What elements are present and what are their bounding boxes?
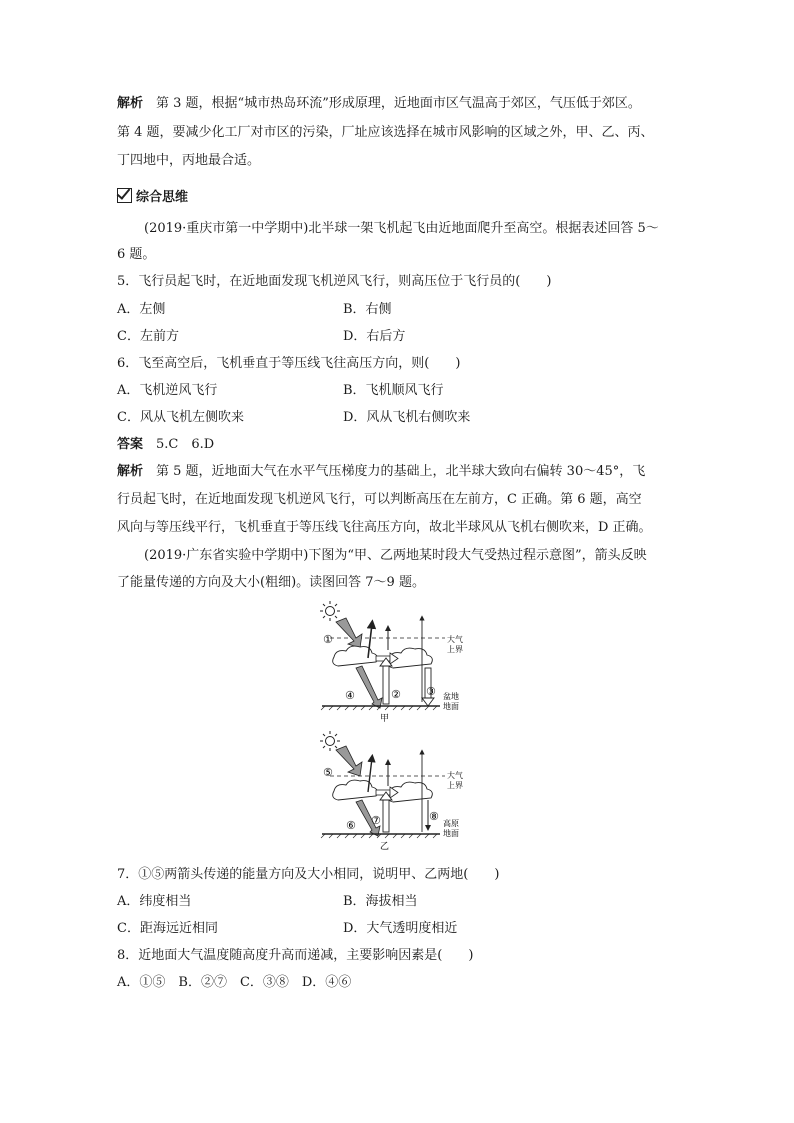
atmosphere-heating-diagram <box>0 598 794 858</box>
label-6: ⑥ <box>346 819 356 832</box>
q5-option-c: C．左前方 <box>117 329 179 344</box>
q7-option-a: A．纬度相当 <box>117 894 192 909</box>
atm-label-2: 上界 <box>447 645 463 654</box>
label-4: ④ <box>345 689 355 702</box>
label-3: ③ <box>426 685 436 698</box>
q7-option-d: D．大气透明度相近 <box>343 921 458 936</box>
ground-label-1: 高原 <box>443 819 459 828</box>
intro2-line-2: 了能量传递的方向及大小(粗细)。读图回答 7～9 题。 <box>117 575 425 590</box>
sun-icon <box>320 601 340 621</box>
label-1: ① <box>323 633 333 646</box>
q6-option-b: B．飞机顺风飞行 <box>343 383 444 398</box>
q5-option-a: A．左侧 <box>117 302 166 317</box>
atm-label-1: 大气 <box>447 635 463 644</box>
analysis-line-3: 丁四地中，丙地最合适。 <box>117 153 261 168</box>
caption-jia: 甲 <box>380 714 390 724</box>
q6-option-a: A．飞机逆风飞行 <box>117 383 218 398</box>
label-2: ② <box>391 688 401 701</box>
label-7: ⑦ <box>371 814 381 827</box>
question-5-stem: 5．飞行员起飞时，在近地面发现飞机逆风飞行，则高压位于飞行员的( ) <box>117 274 552 289</box>
question-6-stem: 6．飞至高空后，飞机垂直于等压线飞往高压方向，则( ) <box>117 356 461 371</box>
answer-label: 答案 <box>117 437 144 452</box>
section-title: 综合思维 <box>136 190 189 205</box>
intro2-line-1: (2019·广东省实验中学期中)下图为“甲、乙两地某时段大气受热过程示意图”，箭头反映 <box>144 548 647 563</box>
diagram-top-panel <box>320 601 463 724</box>
section-header <box>117 186 188 205</box>
analysis2-text: 第 5 题，近地面大气在水平气压梯度力的基础上，北半球大致向右偏转 30～45°，飞 <box>143 464 646 479</box>
checkbox-icon <box>117 188 132 203</box>
q5-option-b: B．右侧 <box>343 302 392 317</box>
analysis-label: 解析 <box>117 96 144 111</box>
q8-options: A．①⑤ B．②⑦ C．③⑧ D．④⑥ <box>117 975 352 990</box>
label-8: ⑧ <box>429 810 439 823</box>
intro-line-2: 6 题。 <box>117 247 156 262</box>
atm-label-1: 大气 <box>447 771 463 780</box>
question-7-stem: 7．①⑤两箭头传递的能量方向及大小相同，说明甲、乙两地( ) <box>117 867 500 882</box>
analysis2-line-3: 风向与等压线平行，飞机垂直于等压线飞往高压方向，故北半球风从飞机右侧吹来，D 正确。 <box>117 520 652 535</box>
analysis2-line-1 <box>117 462 645 482</box>
analysis-line-1 <box>117 94 641 114</box>
question-8-stem: 8．近地面大气温度随高度升高而递减，主要影响因素是( ) <box>117 948 474 963</box>
q6-option-c: C．风从飞机左侧吹来 <box>117 410 244 425</box>
caption-yi: 乙 <box>380 842 390 852</box>
analysis-line-2: 第 4 题，要减少化工厂对市区的污染，厂址应该选择在城市风影响的区域之外，甲、乙、丙、 <box>117 125 654 140</box>
q5-option-d: D．右后方 <box>343 329 406 344</box>
ground-label-2: 地面 <box>443 829 459 838</box>
q7-option-b: B．海拔相当 <box>343 894 418 909</box>
analysis-text: 第 3 题，根据“城市热岛环流”形成原理，近地面市区气温高于郊区，气压低于郊区。 <box>143 96 641 111</box>
intro-line-1: (2019·重庆市第一中学期中)北半球一架飞机起飞由近地面爬升至高空。根据表述回答 5～ <box>144 221 659 236</box>
answer-text: 5.C 6.D <box>143 437 215 452</box>
analysis2-label: 解析 <box>117 464 144 479</box>
diagram-bottom-panel <box>320 731 463 852</box>
q6-option-d: D．风从飞机右侧吹来 <box>343 410 471 425</box>
ground-label-1: 盆地 <box>443 692 459 701</box>
sun-icon <box>320 731 340 751</box>
answer-line <box>117 435 214 455</box>
atm-label-2: 上界 <box>447 781 463 790</box>
q7-option-c: C．距海远近相同 <box>117 921 218 936</box>
analysis2-line-2: 行员起飞时，在近地面发现飞机逆风飞行，可以判断高压在左前方，C 正确。第 6 题，高空 <box>117 492 642 507</box>
label-5: ⑤ <box>323 766 333 779</box>
ground-label-2: 地面 <box>443 702 459 711</box>
